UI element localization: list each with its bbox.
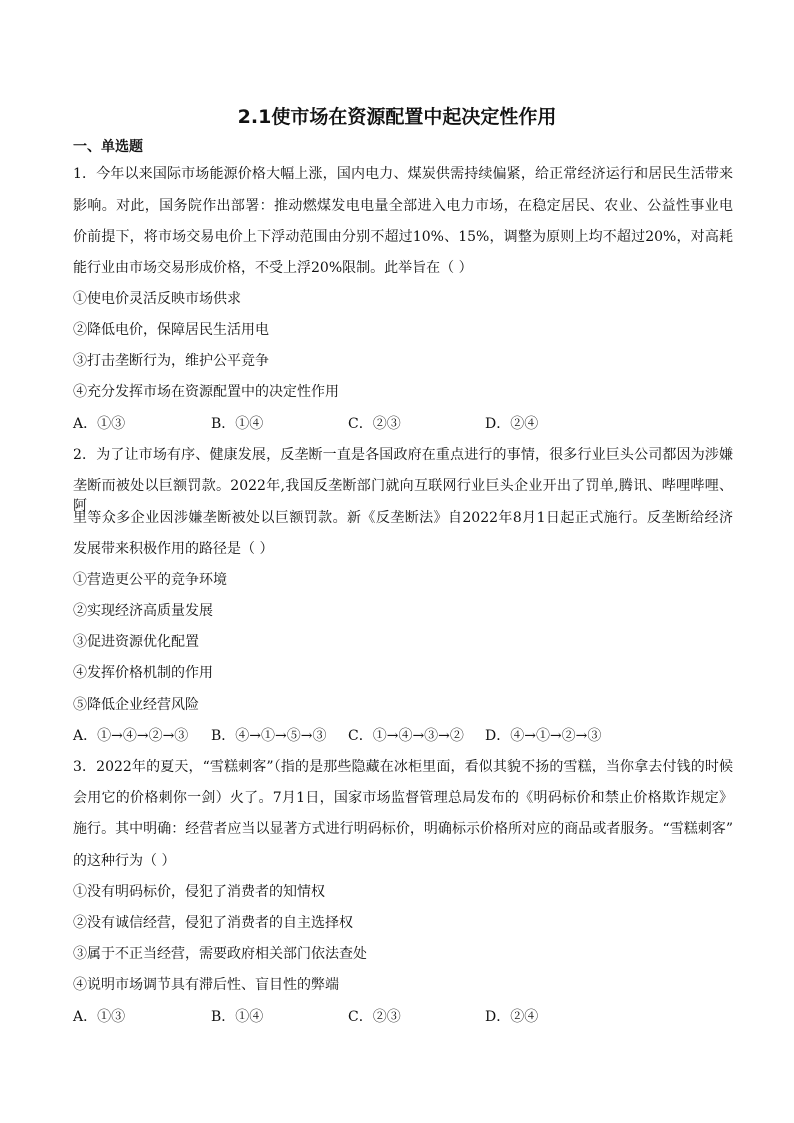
statement-item: ③促进资源优化配置: [73, 634, 199, 650]
option-c[interactable]: C．②③: [348, 416, 401, 432]
question-stem-line: 能行业由市场交易形成价格，不受上浮20%限制。此举旨在（ ）: [73, 260, 473, 276]
option-c[interactable]: C．②③: [348, 1009, 401, 1025]
option-b[interactable]: B．①④: [211, 1009, 264, 1025]
statement-item: ②没有诚信经营，侵犯了消费者的自主选择权: [73, 915, 353, 931]
statement-item: ⑤降低企业经营风险: [73, 697, 199, 713]
option-c[interactable]: C．①→④→③→②: [348, 728, 464, 744]
option-a[interactable]: A．①→④→②→③: [73, 728, 189, 744]
question-stem-line: 会用它的价格刺你一剑）火了。7月1日，国家市场监督管理总局发布的《明码标价和禁止价格欺诈规定》: [73, 790, 733, 806]
statement-item: ④充分发挥市场在资源配置中的决定性作用: [73, 384, 339, 400]
section-heading: 一、单选题: [73, 139, 143, 155]
question-stem-line: 垄断而被处以巨额罚款。2022年,我国反垄断部门就向互联网行业巨头企业开出了罚单,腾讯、哔哩哔哩、阿: [73, 478, 733, 514]
question-stem-line: 的这种行为（ ）: [73, 853, 176, 869]
question-stem-line: 施行。其中明确：经营者应当以显著方式进行明码标价，明确标示价格所对应的商品或者服务。“雪糕刺客”: [73, 821, 733, 837]
question-stem-line: 影响。对此，国务院作出部署：推动燃煤发电电量全部进入电力市场，在稳定居民、农业、公益性事业电: [73, 198, 733, 214]
question-stem-line: 价前提下，将市场交易电价上下浮动范围由分别不超过10%、15%，调整为原则上均不超过20%，对高耗: [73, 229, 733, 245]
statement-item: ③属于不正当经营，需要政府相关部门依法查处: [73, 946, 367, 962]
statement-item: ②实现经济高质量发展: [73, 603, 213, 619]
statement-item: ①使电价灵活反映市场供求: [73, 291, 241, 307]
page-title: 2.1使市场在资源配置中起决定性作用: [237, 106, 557, 128]
option-d[interactable]: D．②④: [485, 1009, 539, 1025]
statement-item: ③打击垄断行为，维护公平竞争: [73, 353, 269, 369]
question-stem-line: 2．为了让市场有序、健康发展，反垄断一直是各国政府在重点进行的事情，很多行业巨头公司都因为涉嫌: [73, 447, 733, 463]
answer-options: [73, 414, 733, 434]
statement-item: ①没有明码标价，侵犯了消费者的知情权: [73, 884, 325, 900]
option-a[interactable]: A．①③: [73, 1009, 126, 1025]
statement-item: ②降低电价，保障居民生活用电: [73, 322, 269, 338]
question-stem-line: 里等众多企业因涉嫌垄断被处以巨额罚款。新《反垄断法》自2022年8月1日起正式施行。反垄断给经济: [73, 510, 733, 526]
answer-options: [73, 1007, 733, 1027]
option-a[interactable]: A．①③: [73, 416, 126, 432]
statement-item: ④说明市场调节具有滞后性、盲目性的弊端: [73, 977, 339, 993]
question-stem-line: 3．2022年的夏天，“雪糕刺客”（指的是那些隐藏在冰柜里面，看似其貌不扬的雪糕，当你拿去付钱的时候: [73, 759, 733, 775]
answer-options: [73, 726, 733, 746]
question-stem-line: 1．今年以来国际市场能源价格大幅上涨，国内电力、煤炭供需持续偏紧，给正常经济运行和居民生活带来: [73, 166, 733, 182]
option-d[interactable]: D．②④: [485, 416, 539, 432]
option-b[interactable]: B．①④: [211, 416, 264, 432]
option-d[interactable]: D．④→①→②→③: [485, 728, 602, 744]
statement-item: ④发挥价格机制的作用: [73, 665, 213, 681]
option-b[interactable]: B．④→①→⑤→③: [211, 728, 327, 744]
question-stem-line: 发展带来积极作用的路径是（ ）: [73, 541, 274, 557]
statement-item: ①营造更公平的竞争环境: [73, 572, 227, 588]
